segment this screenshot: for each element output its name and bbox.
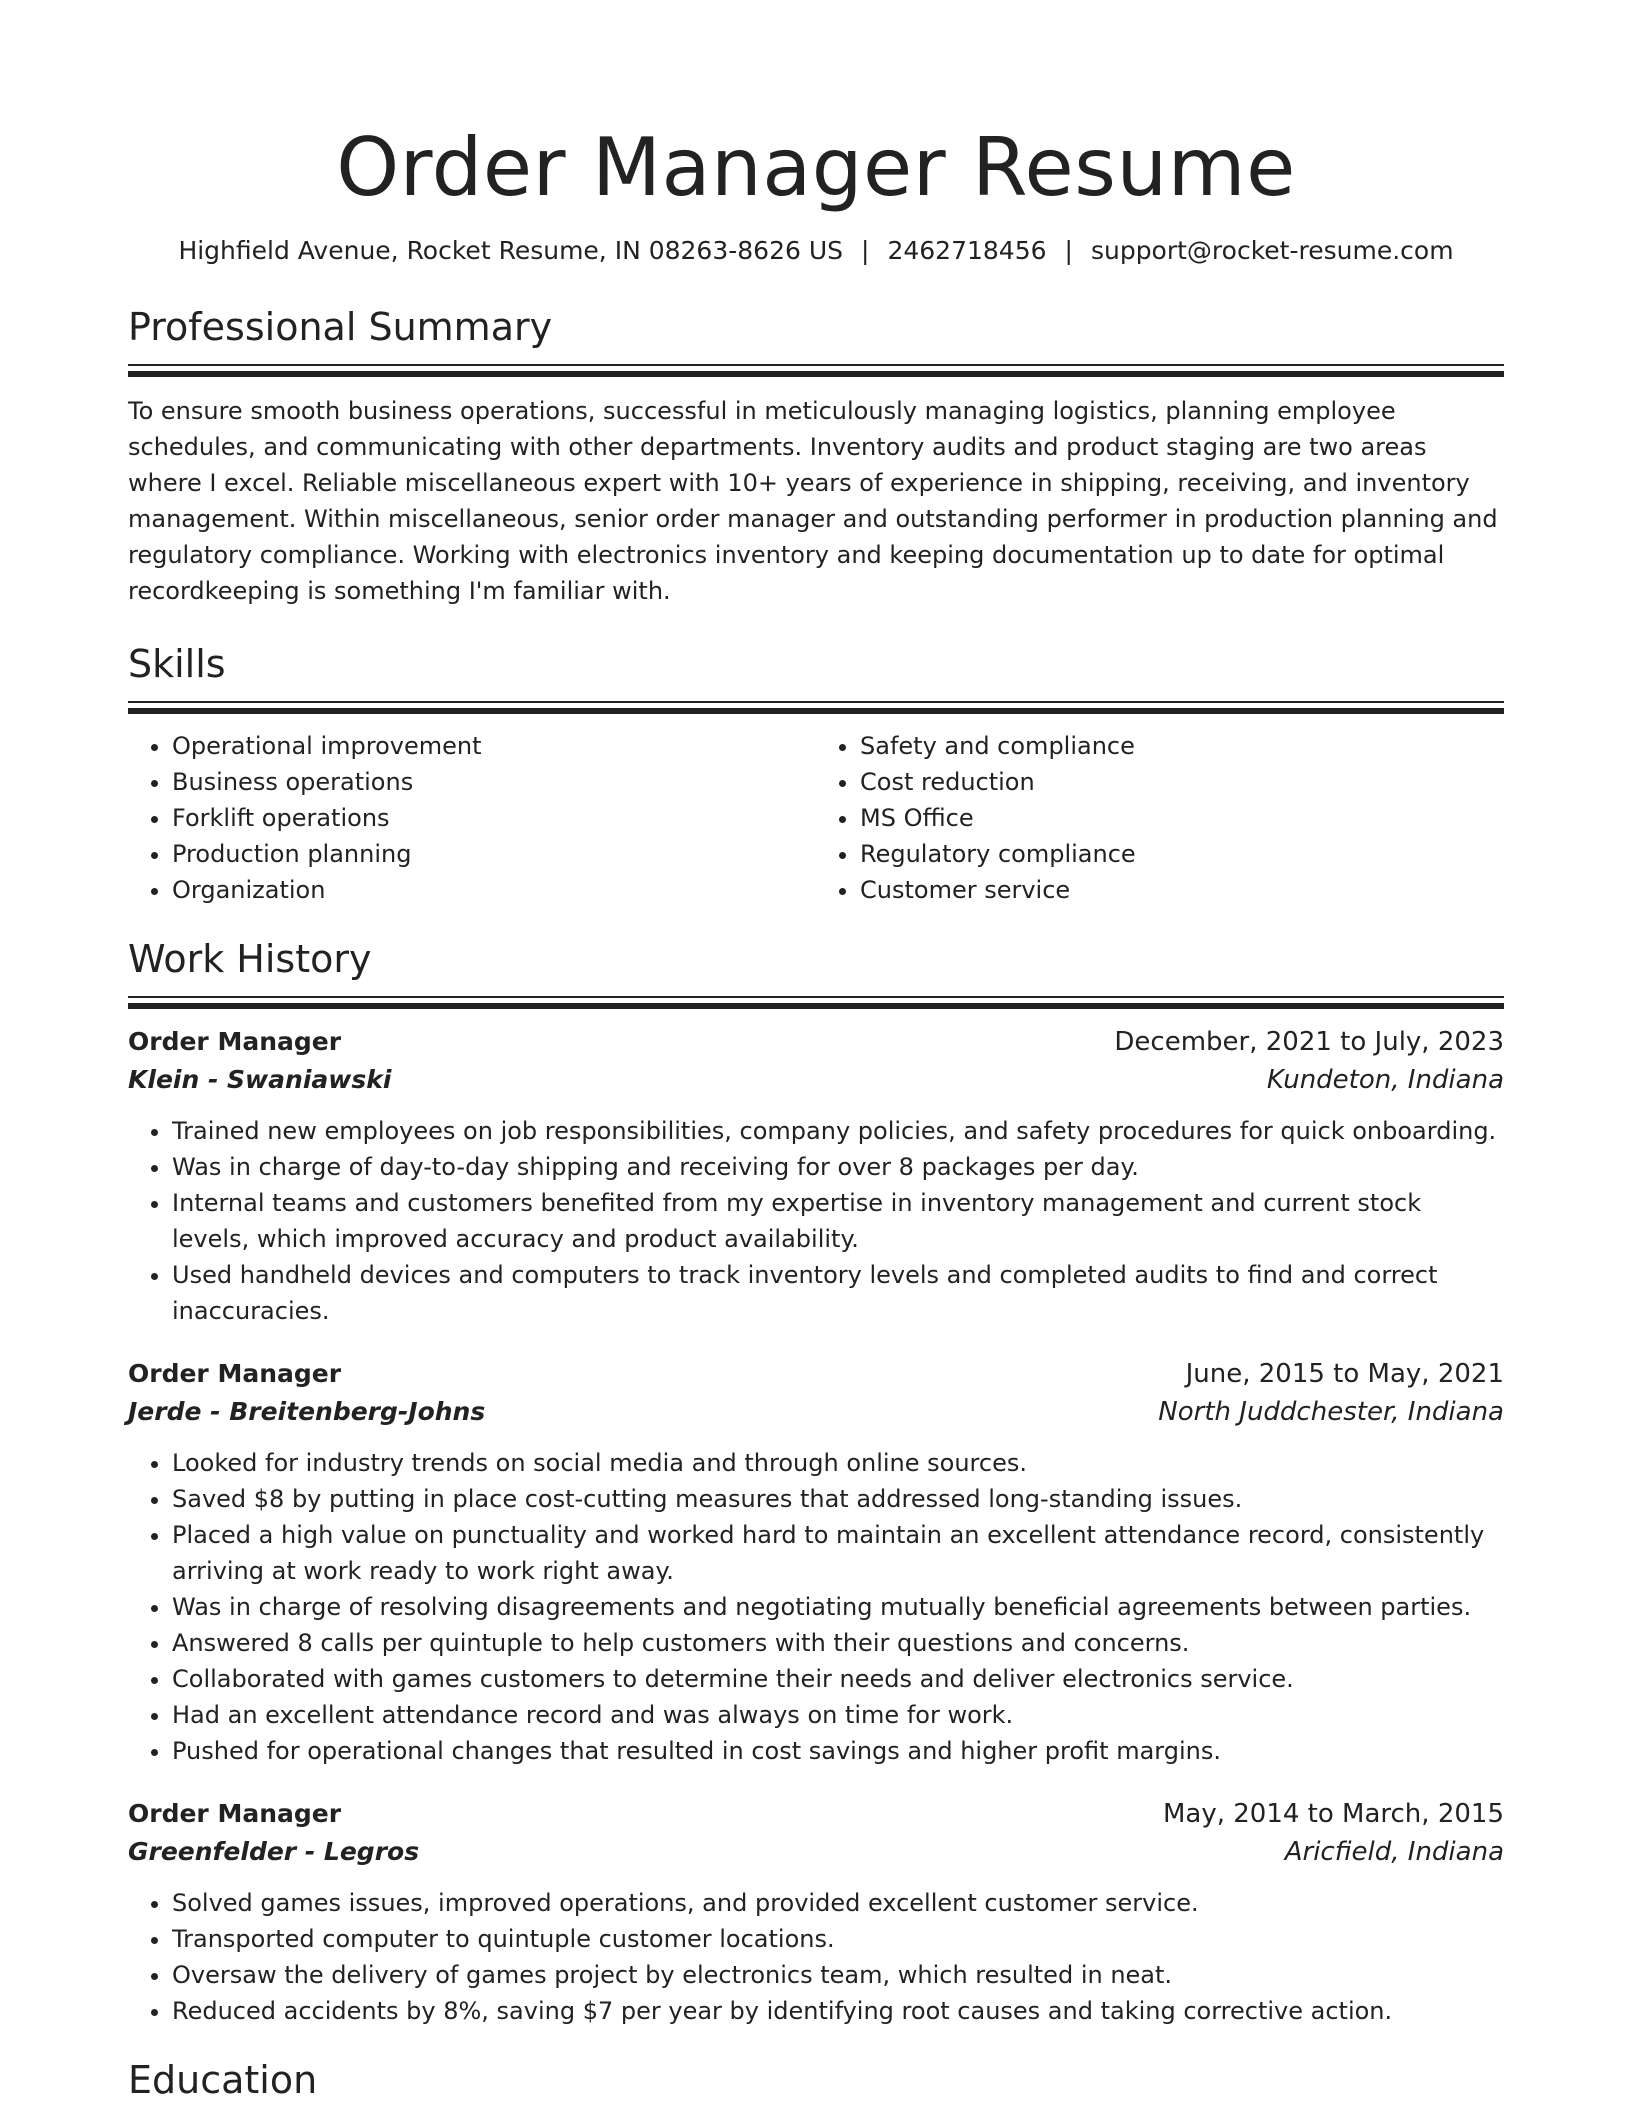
job-title: Order Manager xyxy=(128,1027,342,1056)
job-title: Order Manager xyxy=(128,1799,342,1828)
job-entry xyxy=(128,1023,1504,1329)
skills-list-left xyxy=(128,728,816,908)
work-history-heading: Work History xyxy=(128,937,372,981)
summary-section xyxy=(128,302,1504,609)
job-bullets xyxy=(128,1445,1504,1769)
job-title-row xyxy=(128,1795,1504,1833)
job-company-row xyxy=(128,1833,1504,1871)
job-company: Greenfelder - Legros xyxy=(128,1837,420,1866)
job-bullet: • Used handheld devices and computers to track inventory levels and completed audits to find and correct inaccuracies. xyxy=(172,1257,1504,1329)
skill-item: • Safety and compliance xyxy=(860,728,1504,764)
job-bullet: • Was in charge of day-to-day shipping and receiving for over 8 packages per day. xyxy=(172,1149,1504,1185)
job-bullet: • Saved $8 by putting in place cost-cutting measures that addressed long-standing issues. xyxy=(172,1481,1504,1517)
job-bullet: • Looked for industry trends on social media and through online sources. xyxy=(172,1445,1504,1481)
skill-item: • Production planning xyxy=(172,836,816,872)
summary-text: To ensure smooth business operations, successful in meticulously managing logistics, planning employee schedules, and communicating with other departments. Inventory audits and product staging are two areas where I excel. Reliable miscellaneous expert with 10+ years of experience in shipping, receiving, and inventory management. Within miscellaneous, senior order manager and outstanding performer in production planning and regulatory compliance. Working with electronics inventory and keeping documentation up to date for optimal recordkeeping is something I'm familiar with. xyxy=(128,397,1498,605)
skills-heading: Skills xyxy=(128,642,226,686)
resume-title: Order Manager Resume xyxy=(336,121,1296,214)
job-title-row xyxy=(128,1355,1504,1393)
section-rule-thick xyxy=(128,1003,1504,1009)
job-bullet: • Oversaw the delivery of games project by electronics team, which resulted in neat. xyxy=(172,1957,1504,1993)
section-rule-thin xyxy=(128,701,1504,703)
section-rule-thick xyxy=(128,371,1504,377)
contact-separator: | xyxy=(861,236,870,265)
job-bullets xyxy=(128,1885,1504,2029)
skills-section xyxy=(128,639,1504,908)
job-entry xyxy=(128,1795,1504,2029)
contact-line xyxy=(128,234,1504,268)
job-location: Kundeton, Indiana xyxy=(1266,1065,1504,1095)
skill-item: • MS Office xyxy=(860,800,1504,836)
job-location: North Juddchester, Indiana xyxy=(1158,1397,1504,1427)
job-company-row xyxy=(128,1393,1504,1431)
job-bullet: • Pushed for operational changes that resulted in cost savings and higher profit margins. xyxy=(172,1733,1504,1769)
job-dates: May, 2014 to March, 2015 xyxy=(1162,1799,1504,1829)
contact-email[interactable]: support@rocket-resume.com xyxy=(1090,236,1454,265)
skill-item: • Business operations xyxy=(172,764,816,800)
job-title-row xyxy=(128,1023,1504,1061)
skills-list-right xyxy=(816,728,1504,908)
education-heading: Education xyxy=(128,2058,318,2102)
work-history-section xyxy=(128,934,1504,2029)
skills-columns xyxy=(128,728,1504,908)
job-bullet: • Reduced accidents by 8%, saving $7 per year by identifying root causes and taking corrective action. xyxy=(172,1993,1504,2029)
contact-separator: | xyxy=(1064,236,1073,265)
job-bullet: • Internal teams and customers benefited from my expertise in inventory management and current stock levels, which improved accuracy and product availability. xyxy=(172,1185,1504,1257)
skill-item: • Cost reduction xyxy=(860,764,1504,800)
skill-item: • Operational improvement xyxy=(172,728,816,764)
job-bullet: • Answered 8 calls per quintuple to help customers with their questions and concerns. xyxy=(172,1625,1504,1661)
skill-item: • Forklift operations xyxy=(172,800,816,836)
job-bullet: • Trained new employees on job responsibilities, company policies, and safety procedures for quick onboarding. xyxy=(172,1113,1504,1149)
skill-item: • Customer service xyxy=(860,872,1504,908)
contact-address: Highfield Avenue, Rocket Resume, IN 08263-8626 US xyxy=(178,236,844,265)
job-company-row xyxy=(128,1061,1504,1099)
section-rule-thin xyxy=(128,996,1504,998)
contact-phone: 2462718456 xyxy=(887,236,1047,265)
job-bullet: • Collaborated with games customers to determine their needs and deliver electronics service. xyxy=(172,1661,1504,1697)
job-title: Order Manager xyxy=(128,1359,342,1388)
job-bullets xyxy=(128,1113,1504,1329)
education-section xyxy=(128,2055,1504,2105)
skill-item: • Organization xyxy=(172,872,816,908)
job-bullet: • Had an excellent attendance record and was always on time for work. xyxy=(172,1697,1504,1733)
job-company: Jerde - Breitenberg-Johns xyxy=(128,1397,486,1426)
job-location: Aricfield, Indiana xyxy=(1284,1837,1504,1867)
job-bullet: • Transported computer to quintuple customer locations. xyxy=(172,1921,1504,1957)
resume-page xyxy=(128,0,1504,2105)
job-bullet: • Placed a high value on punctuality and worked hard to maintain an excellent attendance record, consistently arriving at work ready to work right away. xyxy=(172,1517,1504,1589)
job-entry xyxy=(128,1355,1504,1769)
skill-item: • Regulatory compliance xyxy=(860,836,1504,872)
section-rule-thick xyxy=(128,708,1504,714)
job-dates: December, 2021 to July, 2023 xyxy=(1114,1027,1504,1057)
summary-heading: Professional Summary xyxy=(128,305,553,349)
section-rule-thin xyxy=(128,364,1504,366)
job-bullet: • Was in charge of resolving disagreements and negotiating mutually beneficial agreements between parties. xyxy=(172,1589,1504,1625)
job-company: Klein - Swaniawski xyxy=(128,1065,392,1094)
job-bullet: • Solved games issues, improved operations, and provided excellent customer service. xyxy=(172,1885,1504,1921)
job-dates: June, 2015 to May, 2021 xyxy=(1185,1359,1504,1389)
